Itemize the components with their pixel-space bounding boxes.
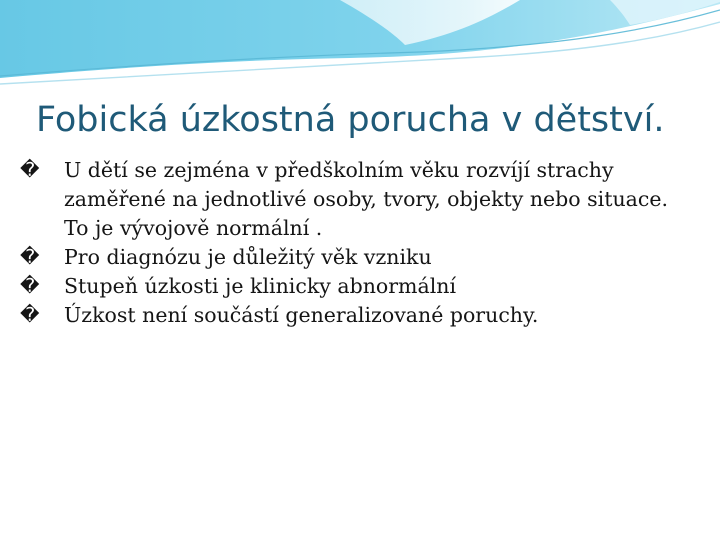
bullet-glyph-icon: � <box>20 275 40 297</box>
bullet-item <box>20 301 700 330</box>
header-wave-main <box>0 0 720 78</box>
bullet-text: Stupeň úzkosti je klinicky abnormální <box>64 274 457 298</box>
slide-title: Fobická úzkostná porucha v dětství. <box>36 100 665 140</box>
bullet-glyph-icon: � <box>20 159 40 181</box>
bullet-item <box>20 156 700 243</box>
bullet-item <box>20 243 700 272</box>
header-wave-decoration <box>0 0 720 90</box>
bullet-text: U dětí se zejména v předškolním věku rozvíjí strachy zaměřené na jednotlivé osoby, tvory, objekty nebo situace. To je vývojově normální . <box>64 158 669 240</box>
slide-body <box>20 156 700 330</box>
bullet-text: Pro diagnózu je důležitý věk vzniku <box>64 245 432 269</box>
bullet-item <box>20 272 700 301</box>
bullet-text: Úzkost není součástí generalizované poruchy. <box>64 303 539 327</box>
bullet-glyph-icon: � <box>20 304 40 326</box>
bullet-glyph-icon: � <box>20 246 40 268</box>
